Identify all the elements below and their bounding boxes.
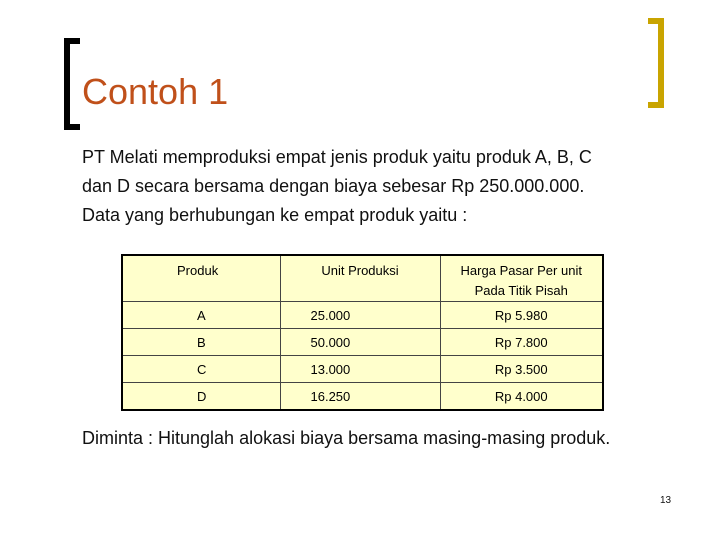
cell-harga: Rp 5.980 xyxy=(440,302,603,329)
header-produk: Produk xyxy=(122,255,280,302)
cell-unit: 16.250 xyxy=(280,383,440,411)
cell-produk: C xyxy=(122,356,280,383)
table-header-row xyxy=(122,255,603,302)
cell-produk: A xyxy=(122,302,280,329)
table-row xyxy=(122,329,603,356)
cell-produk: B xyxy=(122,329,280,356)
left-bracket-decoration xyxy=(64,38,80,130)
cell-unit: 50.000 xyxy=(280,329,440,356)
right-bracket-decoration xyxy=(648,18,664,108)
table-row xyxy=(122,356,603,383)
header-harga-pasar xyxy=(440,255,603,302)
slide-title: Contoh 1 xyxy=(82,71,229,112)
header-unit-produksi: Unit Produksi xyxy=(280,255,440,302)
cell-produk: D xyxy=(122,383,280,411)
cell-harga: Rp 7.800 xyxy=(440,329,603,356)
task-instruction: Diminta : Hitunglah alokasi biaya bersama masing-masing produk. xyxy=(82,428,611,448)
cell-unit: 13.000 xyxy=(280,356,440,383)
intro-line: PT Melati memproduksi empat jenis produk yaitu produk A, B, C xyxy=(82,147,592,167)
table-row xyxy=(122,383,603,411)
intro-line: Data yang berhubungan ke empat produk yaitu : xyxy=(82,205,468,225)
header-harga-line-1: Harga Pasar Per unit xyxy=(460,263,582,278)
cell-unit: 25.000 xyxy=(280,302,440,329)
intro-line: dan D secara bersama dengan biaya sebesar Rp 250.000.000. xyxy=(82,176,585,196)
header-harga-line-2: Pada Titik Pisah xyxy=(474,283,568,298)
table-row xyxy=(122,302,603,329)
intro-paragraph xyxy=(82,143,682,230)
page-number: 13 xyxy=(660,495,672,506)
product-table xyxy=(121,254,604,411)
cell-harga: Rp 4.000 xyxy=(440,383,603,411)
cell-harga: Rp 3.500 xyxy=(440,356,603,383)
